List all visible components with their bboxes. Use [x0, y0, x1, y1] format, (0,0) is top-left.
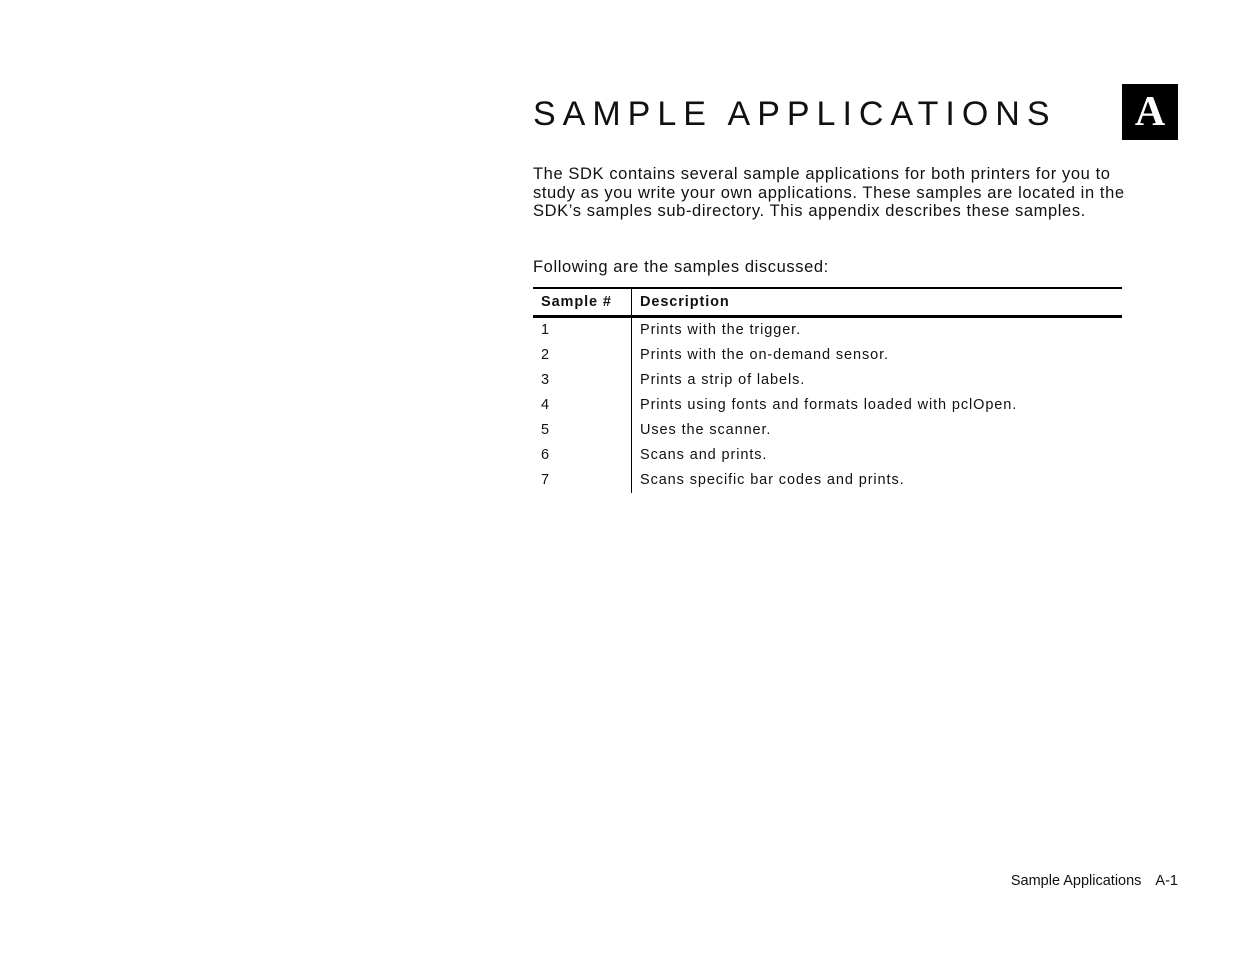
header-description: Description	[632, 288, 1123, 317]
sample-number: 3	[533, 368, 632, 393]
table-row	[533, 468, 1122, 493]
footer-section-name: Sample Applications	[1010, 873, 1142, 889]
footer-page-number: A-1	[1155, 873, 1178, 889]
table-row	[533, 443, 1122, 468]
table-row	[533, 368, 1122, 393]
table-row	[533, 343, 1122, 368]
sample-number: 7	[533, 468, 632, 493]
sample-description: Prints a strip of labels.	[640, 372, 806, 388]
sample-number: 4	[533, 393, 632, 418]
sample-number: 2	[533, 343, 632, 368]
sample-number: 1	[533, 317, 632, 344]
header-sample-number: Sample #	[533, 288, 632, 317]
appendix-tab	[1122, 84, 1178, 140]
page-footer	[1011, 873, 1178, 889]
table-row	[533, 317, 1122, 344]
sample-description: Prints with the trigger.	[640, 322, 802, 338]
sample-description: Prints using fonts and formats loaded with pclOpen.	[640, 397, 1018, 413]
sample-number: 6	[533, 443, 632, 468]
samples-table	[533, 287, 1122, 493]
lead-sentence: Following are the samples discussed:	[533, 258, 829, 276]
table-header-row	[533, 288, 1122, 317]
sample-description: Scans and prints.	[640, 447, 768, 463]
intro-paragraph: The SDK contains several sample applications for both printers for you to study as you write your own applications. These samples are located in the SDK’s samples sub-directory. This appendix describes these samples.	[533, 165, 1125, 221]
sample-description: Prints with the on-demand sensor.	[640, 347, 889, 363]
appendix-letter: A	[1134, 89, 1166, 135]
table-row	[533, 393, 1122, 418]
sample-description: Scans specific bar codes and prints.	[640, 472, 905, 488]
sample-number: 5	[533, 418, 632, 443]
sample-description: Uses the scanner.	[640, 422, 772, 438]
chapter-title: SAMPLE APPLICATIONS	[533, 95, 1057, 133]
table-row	[533, 418, 1122, 443]
